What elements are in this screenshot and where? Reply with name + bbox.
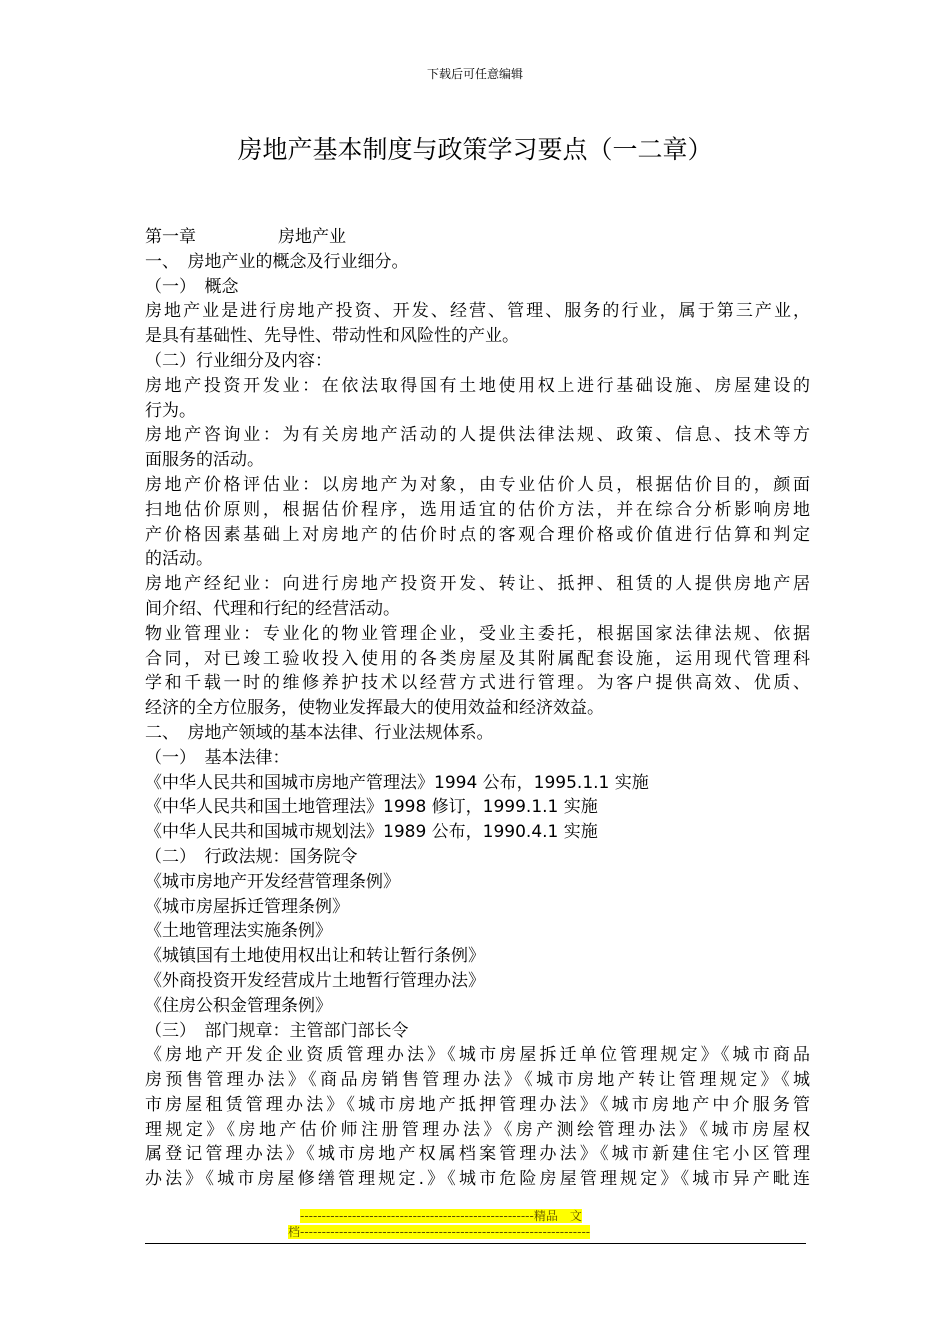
text-line: 房地产价格评估业：以房地产为对象，由专业估价人员，根据估价目的，颜面 [145,474,810,495]
text-line: 合同，对已竣工验收投入使用的各类房屋及其附属配套设施，运用现代管理科 [145,648,810,669]
text-line: 《城市房屋拆迁管理条例》 [145,896,349,917]
text-line: 《中华人民共和国城市规划法》1989 公布，1990.4.1 实施 [145,822,598,843]
text-line: （一） 概念 [145,276,239,297]
text-line: 是具有基础性、先导性、带动性和风险性的产业。 [145,326,519,347]
document-title: 房地产基本制度与政策学习要点（一二章） [237,135,713,164]
text-line: 房地产咨询业：为有关房地产活动的人提供法律法规、政策、信息、技术等方 [145,425,810,446]
text-line: 《土地管理法实施条例》 [145,921,332,942]
text-line: 理规定》《房地产估价师注册管理办法》《房产测绘管理办法》《城市房屋权 [145,1119,810,1140]
text-line: 《城镇国有土地使用权出让和转让暂行条例》 [145,946,485,967]
text-line: 房地产投资开发业：在依法取得国有土地使用权上进行基础设施、房屋建设的 [145,375,810,396]
footer-watermark-line2 [0,1224,950,1240]
text-line: 二、 房地产领域的基本法律、行业法规体系。 [145,722,494,743]
text-line: 的活动。 [145,549,213,570]
text-line: 经济的全方位服务，使物业发挥最大的使用效益和经济效益。 [145,698,604,719]
footer-watermark-text-2: 档------------------------------------------------------------------- [288,1225,591,1239]
text-line: 《城市房地产开发经营管理条例》 [145,871,400,892]
text-line: 学和千载一时的维修养护技术以经营方式进行管理。为客户提供高效、优质、 [145,673,810,694]
page-header-note: 下载后可任意编辑 [426,67,523,81]
text-line: （二）行业细分及内容： [145,350,332,371]
text-line: 市房屋租赁管理办法》《城市房地产抵押管理办法》《城市房地产中介服务管 [145,1094,810,1115]
text-line: （三） 部门规章：主管部门部长令 [145,1020,409,1041]
chapter-heading [145,225,810,250]
body-lines [145,250,810,1192]
text-line: 房预售管理办法》《商品房销售管理办法》《城市房地产转让管理规定》《城 [145,1070,810,1091]
text-line: 《住房公积金管理条例》 [145,995,332,1016]
text-line: （二） 行政法规：国务院令 [145,846,358,867]
text-line: 行为。 [145,400,196,421]
text-line: 间介绍、代理和行纪的经营活动。 [145,598,400,619]
footer-divider [145,1243,806,1244]
footer-watermark-line1 [0,1208,950,1224]
text-line: 《房地产开发企业资质管理办法》《城市房屋拆迁单位管理规定》《城市商品 [145,1045,810,1066]
text-line: 产价格因素基础上对房地产的估价时点的客观合理价格或价值进行估算和判定 [145,524,810,545]
text-line: 办法》《城市房屋修缮管理规定.》《城市危险房屋管理规定》《城市异产毗连 [145,1169,810,1190]
text-line: 面服务的活动。 [145,450,264,471]
document-body [145,225,810,1192]
text-line: 一、 房地产业的概念及行业细分。 [145,251,409,272]
footer-watermark-text-1: ------------------------------------------------------精品 文 [300,1209,582,1223]
chapter-label: 第一章 [145,227,196,247]
text-line: 《外商投资开发经营成片土地暂行管理办法》 [145,970,485,991]
text-line: （一） 基本法律： [145,747,290,768]
text-line: 《中华人民共和国土地管理法》1998 修订，1999.1.1 实施 [145,797,598,818]
text-line: 扫地估价原则，根据估价程序，选用适宜的估价方法，并在综合分析影响房地 [145,499,810,520]
text-line: 属登记管理办法》《城市房地产权属档案管理办法》《城市新建住宅小区管理 [145,1144,810,1165]
text-line: 物业管理业：专业化的物业管理企业，受业主委托，根据国家法律法规、依据 [145,623,810,644]
chapter-name: 房地产业 [278,227,346,247]
text-line: 《中华人民共和国城市房地产管理法》1994 公布，1995.1.1 实施 [145,772,649,793]
text-line: 房地产经纪业：向进行房地产投资开发、转让、抵押、租赁的人提供房地产居 [145,574,810,595]
text-line: 房地产业是进行房地产投资、开发、经营、管理、服务的行业，属于第三产业， [145,301,810,322]
